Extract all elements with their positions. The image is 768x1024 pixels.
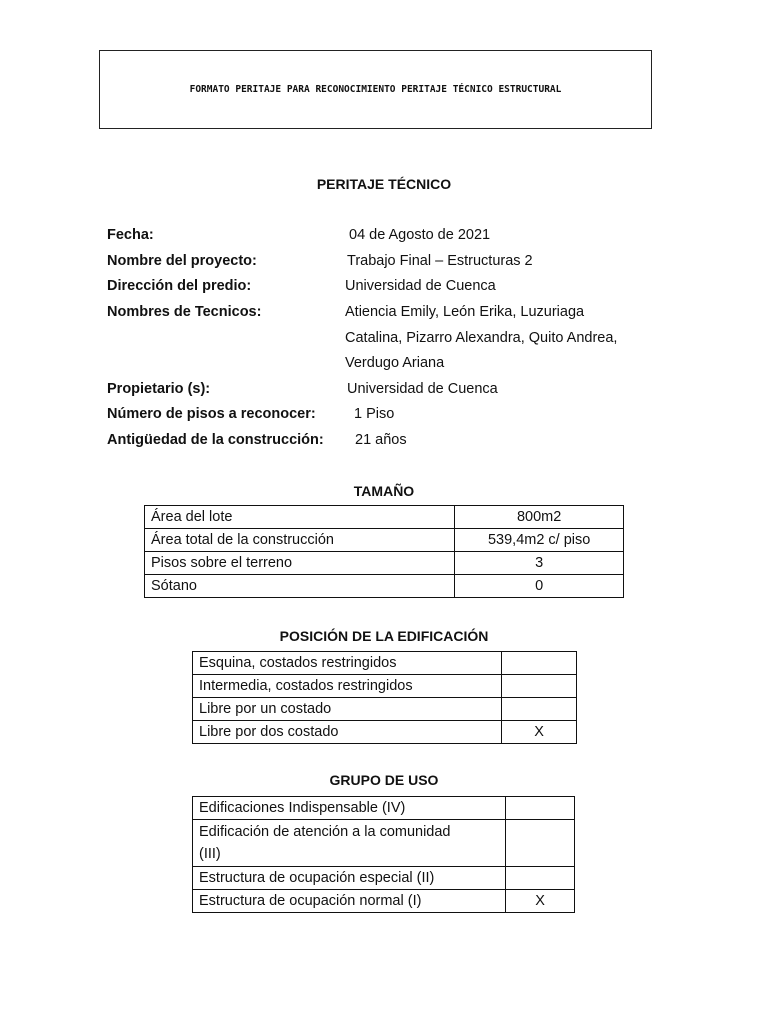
table-row <box>193 890 575 913</box>
table-row <box>145 506 624 529</box>
tecnicos-value-line3: Verdugo Ariana <box>345 355 445 371</box>
fecha-label: Fecha: <box>107 227 154 243</box>
table-cell-label: Esquina, costados restringidos <box>193 652 502 675</box>
propietario-label: Propietario (s): <box>107 381 211 397</box>
table-cell-mark <box>506 867 575 890</box>
antiguedad-label: Antigüedad de la construcción: <box>107 432 324 448</box>
table-cell-label: Sótano <box>145 575 455 598</box>
table-cell-value: 539,4m2 c/ piso <box>455 529 624 552</box>
document-header-box <box>99 50 652 129</box>
table-cell-label: Edificaciones Indispensable (IV) <box>193 797 506 820</box>
grupo-uso-title: GRUPO DE USO <box>329 772 439 788</box>
table-cell-label: Pisos sobre el terreno <box>145 552 455 575</box>
table-row <box>145 552 624 575</box>
table-cell-label: Libre por un costado <box>193 698 502 721</box>
table-row <box>193 797 575 820</box>
table-cell-label: Estructura de ocupación especial (II) <box>193 867 506 890</box>
table-cell-label: Estructura de ocupación normal (I) <box>193 890 506 913</box>
main-title: PERITAJE TÉCNICO <box>316 176 452 192</box>
table-cell-value: 0 <box>455 575 624 598</box>
posicion-table <box>192 651 577 744</box>
pisos-label: Número de pisos a reconocer: <box>107 406 316 422</box>
table-cell-mark: X <box>502 721 577 744</box>
antiguedad-value: 21 años <box>355 432 407 448</box>
table-row <box>193 675 577 698</box>
table-row <box>193 867 575 890</box>
table-row <box>145 575 624 598</box>
direccion-value: Universidad de Cuenca <box>345 278 496 294</box>
table-row <box>193 652 577 675</box>
tecnicos-label: Nombres de Tecnicos: <box>107 304 262 320</box>
tecnicos-value-line1: Atiencia Emily, León Erika, Luzuriaga <box>345 304 585 320</box>
table-row <box>193 721 577 744</box>
tecnicos-value-line2: Catalina, Pizarro Alexandra, Quito Andrea, <box>345 330 618 346</box>
table-cell-mark <box>502 698 577 721</box>
tamano-table <box>144 505 624 598</box>
tamano-title: TAMAÑO <box>353 483 415 499</box>
table-cell-label-line2: (III) <box>199 846 221 862</box>
fecha-value: 04 de Agosto de 2021 <box>349 227 491 243</box>
table-cell-label: Área total de la construcción <box>145 529 455 552</box>
propietario-value: Universidad de Cuenca <box>347 381 498 397</box>
proyecto-label: Nombre del proyecto: <box>107 253 257 269</box>
table-cell-label-multiline <box>193 820 506 867</box>
table-cell-value: 3 <box>455 552 624 575</box>
table-cell-label: Área del lote <box>145 506 455 529</box>
table-row <box>145 529 624 552</box>
table-cell-label: Intermedia, costados restringidos <box>193 675 502 698</box>
table-cell-mark <box>502 675 577 698</box>
table-cell-mark <box>506 820 575 867</box>
proyecto-value: Trabajo Final – Estructuras 2 <box>347 253 533 269</box>
table-cell-label-line1: Edificación de atención a la comunidad <box>199 824 451 840</box>
grupo-uso-table <box>192 796 575 913</box>
table-cell-value: 800m2 <box>455 506 624 529</box>
table-row <box>193 698 577 721</box>
table-cell-mark: X <box>506 890 575 913</box>
table-cell-label: Libre por dos costado <box>193 721 502 744</box>
table-cell-mark <box>506 797 575 820</box>
pisos-value: 1 Piso <box>354 406 395 422</box>
posicion-title: POSICIÓN DE LA EDIFICACIÓN <box>279 628 489 644</box>
table-cell-mark <box>502 652 577 675</box>
direccion-label: Dirección del predio: <box>107 278 252 294</box>
table-row <box>193 820 575 867</box>
document-header-title: FORMATO PERITAJE PARA RECONOCIMIENTO PERITAJE TÉCNICO ESTRUCTURAL <box>189 84 562 95</box>
